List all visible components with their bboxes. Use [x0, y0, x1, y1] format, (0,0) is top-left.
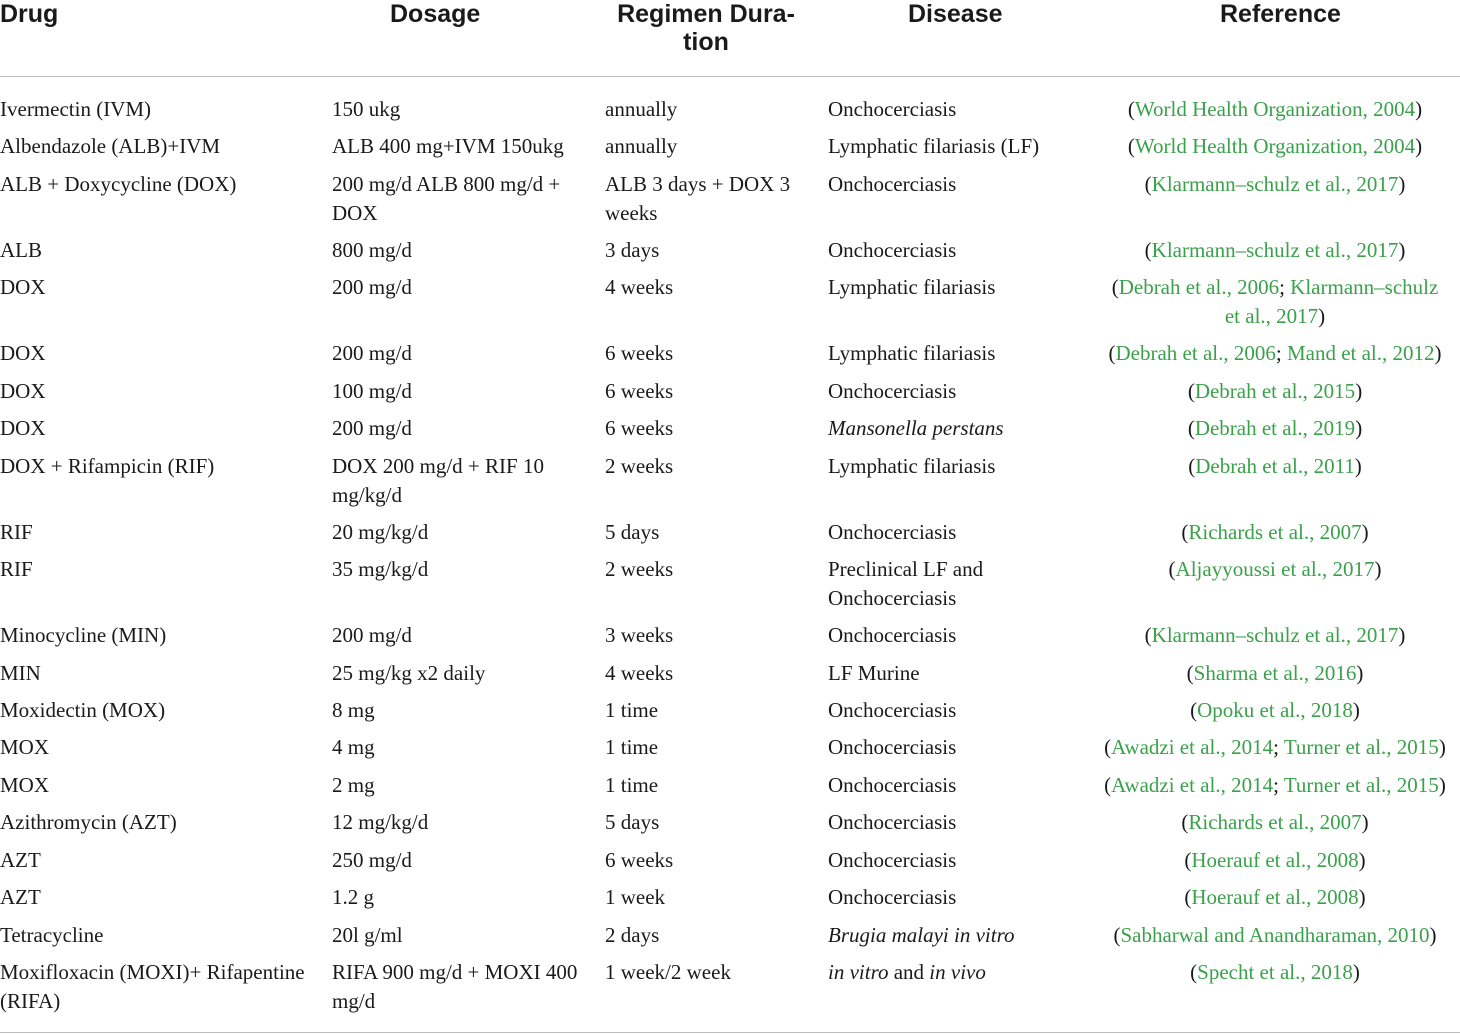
drug-line: Moxidectin (MOX) [0, 698, 166, 722]
drug-line: Ivermectin (IVM) [0, 97, 152, 121]
dosage-cell [332, 921, 403, 950]
duration-line: 2 weeks [605, 557, 674, 581]
dosage-cell [332, 696, 375, 725]
reference-link[interactable]: Richards et al., 2007 [1188, 810, 1362, 834]
reference-cell [1095, 170, 1455, 199]
disease-line: Preclinical LF and [828, 557, 984, 581]
drug-line: MIN [0, 661, 41, 685]
reference-cell [1095, 771, 1455, 800]
dosage-line: 250 mg/d [332, 848, 412, 872]
disease-cell [828, 452, 995, 481]
reference-line: (Debrah et al., 2015) [1187, 379, 1363, 403]
drug-line: AZT [0, 885, 41, 909]
reference-link[interactable]: Turner et al., 2015 [1283, 735, 1439, 759]
disease-cell [828, 273, 995, 302]
duration-line: 5 days [605, 810, 660, 834]
disease-cell [828, 846, 956, 875]
reference-line: (Specht et al., 2018) [1190, 960, 1360, 984]
duration-cell [605, 452, 673, 481]
reference-link[interactable]: Klarmann–schulz [1290, 275, 1439, 299]
drug-line: ALB + Doxycycline (DOX) [0, 172, 237, 196]
duration-cell [605, 921, 659, 950]
disease-text: in vitro [828, 960, 889, 984]
reference-separator: ; [1279, 275, 1291, 299]
disease-line: Lymphatic filariasis (LF) [828, 134, 1040, 158]
dosage-cell [332, 236, 412, 265]
disease-line: Onchocerciasis [828, 773, 957, 797]
drug-cell [0, 414, 46, 443]
duration-cell [605, 659, 673, 688]
reference-link[interactable]: Debrah et al., 2015 [1194, 379, 1356, 403]
dosage-line: ALB 400 mg+IVM 150ukg [332, 134, 564, 158]
duration-cell [605, 733, 658, 762]
duration-line: 3 days [605, 238, 660, 262]
header-drug: Drug [0, 0, 59, 28]
duration-cell [605, 621, 673, 650]
reference-cell [1095, 659, 1455, 688]
dosage-line: 2 mg [332, 773, 375, 797]
duration-cell [605, 132, 677, 161]
reference-link[interactable]: Richards et al., 2007 [1188, 520, 1362, 544]
disease-line: Onchocerciasis [828, 238, 957, 262]
dosage-cell [332, 846, 412, 875]
duration-line: 2 days [605, 923, 660, 947]
dosage-line: 1.2 g [332, 885, 374, 909]
reference-link[interactable]: Sabharwal and Anandharaman, 2010 [1120, 923, 1430, 947]
reference-link[interactable]: Hoerauf et al., 2008 [1191, 848, 1359, 872]
reference-link[interactable]: Awadzi et al., 2014 [1111, 735, 1274, 759]
header-divider [0, 76, 1460, 77]
reference-line: (Sharma et al., 2016) [1186, 661, 1364, 685]
disease-line: Onchocerciasis [828, 97, 957, 121]
drug-cell [0, 132, 220, 161]
dosage-line: 35 mg/kg/d [332, 557, 429, 581]
reference-separator: ; [1275, 341, 1287, 365]
duration-cell [605, 555, 673, 584]
disease-line: Onchocerciasis [828, 172, 957, 196]
dosage-cell [332, 883, 374, 912]
drug-cell [0, 846, 41, 875]
dosage-line: 200 mg/d ALB 800 mg/d + [332, 172, 561, 196]
drug-line: (RIFA) [0, 988, 61, 1013]
drug-cell [0, 95, 151, 124]
dosage-line: 150 ukg [332, 97, 401, 121]
reference-cell [1095, 377, 1455, 406]
disease-line: Onchocerciasis [828, 379, 957, 403]
disease-cell [828, 808, 956, 837]
disease-line: Onchocerciasis [828, 810, 957, 834]
disease-line: Onchocerciasis [828, 520, 957, 544]
drug-cell [0, 659, 41, 688]
duration-line: 3 weeks [605, 623, 674, 647]
reference-link[interactable]: et al., 2017 [1224, 303, 1319, 328]
duration-line: annually [605, 134, 678, 158]
reference-line: (Debrah et al., 2019) [1187, 416, 1363, 440]
header-disease: Disease [908, 0, 1003, 28]
table-bottom-divider [0, 1032, 1460, 1033]
disease-line: Onchocerciasis [828, 885, 957, 909]
dosage-line: RIFA 900 mg/d + MOXI 400 [332, 960, 578, 984]
header-regimen-line1: Regimen Dura- [617, 0, 795, 28]
drug-cell [0, 696, 165, 725]
dosage-cell [332, 95, 400, 124]
reference-cell [1095, 339, 1455, 368]
dosage-cell [332, 132, 564, 161]
duration-cell [605, 883, 665, 912]
duration-line: 6 weeks [605, 379, 674, 403]
disease-line: Onchocerciasis [828, 848, 957, 872]
disease-line [828, 958, 986, 987]
reference-line: (Hoerauf et al., 2008) [1184, 848, 1366, 872]
disease-line: Brugia malayi in vitro [828, 923, 1015, 947]
drug-line: Moxifloxacin (MOXI)+ Rifapentine [0, 960, 305, 984]
drug-cell [0, 808, 177, 837]
reference-line: (Awadzi et al., 2014; Turner et al., 2015) [1104, 773, 1446, 797]
reference-link[interactable]: Opoku et al., 2018 [1197, 698, 1353, 722]
reference-line: (Debrah et al., 2006; Mand et al., 2012) [1108, 341, 1442, 365]
reference-line: (Debrah et al., 2006; Klarmann–schulz [1111, 275, 1439, 299]
header-dosage: Dosage [390, 0, 481, 28]
disease-cell [828, 659, 920, 688]
reference-cell [1095, 696, 1455, 725]
duration-line: 5 days [605, 520, 660, 544]
dosage-line: 12 mg/kg/d [332, 810, 429, 834]
reference-cell [1095, 518, 1455, 547]
duration-cell [605, 771, 658, 800]
dosage-line: 100 mg/d [332, 379, 412, 403]
drug-cell [0, 883, 41, 912]
disease-cell [828, 771, 956, 800]
dosage-line: 25 mg/kg x2 daily [332, 661, 486, 685]
duration-cell [605, 236, 659, 265]
reference-cell [1095, 621, 1455, 650]
disease-cell [828, 921, 1014, 950]
duration-cell [605, 377, 673, 406]
duration-line: weeks [605, 200, 658, 225]
disease-line: Mansonella perstans [828, 416, 1004, 440]
reference-link[interactable]: Debrah et al., 2011 [1195, 454, 1355, 478]
disease-line: Lymphatic filariasis [828, 454, 996, 478]
reference-line: (Richards et al., 2007) [1181, 520, 1369, 544]
reference-cell [1095, 555, 1455, 584]
reference-link[interactable]: Specht et al., 2018 [1197, 960, 1353, 984]
drug-cell [0, 452, 214, 481]
duration-line: 6 weeks [605, 341, 674, 365]
reference-line: (World Health Organization, 2004) [1127, 134, 1423, 158]
reference-link[interactable]: Hoerauf et al., 2008 [1191, 885, 1359, 909]
drug-line: Tetracycline [0, 923, 104, 947]
reference-link[interactable]: Aljayyoussi et al., 2017 [1175, 557, 1375, 581]
duration-line: 1 time [605, 735, 659, 759]
drug-line: RIF [0, 557, 33, 581]
reference-cell [1095, 414, 1455, 443]
reference-cell [1095, 95, 1455, 124]
reference-line: (Awadzi et al., 2014; Turner et al., 2015) [1104, 735, 1446, 759]
disease-cell [828, 883, 956, 912]
dosage-cell [332, 339, 412, 368]
dosage-cell [332, 808, 428, 837]
reference-cell [1095, 452, 1455, 481]
reference-link[interactable]: Mand et al., 2012 [1286, 341, 1435, 365]
drug-cell [0, 377, 46, 406]
drug-cell [0, 733, 49, 762]
reference-link[interactable]: World Health Organization, 2004 [1134, 134, 1416, 158]
disease-text: and [888, 960, 930, 984]
disease-line: Lymphatic filariasis [828, 341, 996, 365]
disease-line: Onchocerciasis [828, 698, 957, 722]
dosage-line: mg/d [332, 988, 376, 1013]
dosage-cell [332, 414, 412, 443]
reference-cell [1095, 846, 1455, 875]
header-reference: Reference [1220, 0, 1341, 28]
disease-text: in vivo [929, 960, 986, 984]
reference-link[interactable]: World Health Organization, 2004 [1134, 97, 1416, 121]
reference-link[interactable]: Debrah et al., 2006 [1115, 341, 1276, 365]
duration-cell [605, 518, 659, 547]
dosage-cell [332, 518, 428, 547]
disease-cell [828, 958, 986, 987]
drug-line: DOX + Rifampicin (RIF) [0, 454, 215, 478]
dosage-cell [332, 733, 375, 762]
duration-cell [605, 414, 673, 443]
drug-line: DOX [0, 379, 46, 403]
disease-cell [828, 414, 1004, 443]
dosage-line: 20l g/ml [332, 923, 403, 947]
disease-cell [828, 696, 956, 725]
dosage-cell [332, 170, 560, 227]
drug-cell [0, 921, 103, 950]
disease-cell [828, 170, 956, 199]
dosage-cell [332, 621, 412, 650]
duration-line: 1 week/2 week [605, 960, 731, 984]
drug-cell [0, 621, 166, 650]
dosage-cell [332, 958, 577, 1015]
duration-line: 2 weeks [605, 454, 674, 478]
disease-line: Onchocerciasis [828, 735, 957, 759]
reference-link[interactable]: Debrah et al., 2006 [1118, 275, 1280, 299]
reference-separator: ; [1273, 773, 1284, 797]
duration-cell [605, 273, 673, 302]
reference-line: (Klarmann–schulz et al., 2017) [1144, 238, 1406, 262]
drug-line: Azithromycin (AZT) [0, 810, 177, 834]
reference-cell [1095, 883, 1455, 912]
reference-line: (Aljayyoussi et al., 2017) [1168, 557, 1382, 581]
disease-cell [828, 95, 956, 124]
disease-line: Onchocerciasis [828, 585, 957, 610]
drug-line: MOX [0, 735, 50, 759]
reference-cell [1095, 808, 1455, 837]
dosage-cell [332, 555, 428, 584]
drug-line: DOX [0, 275, 46, 299]
reference-link[interactable]: Sharma et al., 2016 [1193, 661, 1357, 685]
duration-cell [605, 339, 673, 368]
dosage-line: 200 mg/d [332, 623, 412, 647]
disease-cell [828, 621, 956, 650]
duration-line: 6 weeks [605, 416, 674, 440]
drug-cell [0, 170, 236, 199]
duration-line: 4 weeks [605, 275, 674, 299]
dosage-line: 200 mg/d [332, 275, 412, 299]
drug-cell [0, 958, 305, 1015]
dosage-cell [332, 452, 544, 509]
reference-cell [1095, 958, 1455, 987]
dosage-cell [332, 659, 485, 688]
drug-line: Minocycline (MIN) [0, 623, 167, 647]
drug-cell [0, 771, 49, 800]
reference-separator: ; [1273, 735, 1284, 759]
dosage-line: 200 mg/d [332, 416, 412, 440]
duration-cell [605, 958, 731, 987]
header-regimen-line2: tion [683, 28, 729, 56]
reference-cell [1095, 921, 1455, 950]
duration-cell [605, 696, 658, 725]
dosage-cell [332, 377, 412, 406]
disease-cell [828, 132, 1039, 161]
reference-link[interactable]: Klarmann–schulz et al., 2017 [1151, 623, 1399, 647]
drug-line: DOX [0, 416, 46, 440]
reference-line: (Richards et al., 2007) [1181, 810, 1369, 834]
reference-line: (World Health Organization, 2004) [1127, 97, 1423, 121]
duration-line: 4 weeks [605, 661, 674, 685]
reference-line: (Sabharwal and Anandharaman, 2010) [1113, 923, 1437, 947]
duration-line: 6 weeks [605, 848, 674, 872]
disease-line: Onchocerciasis [828, 623, 957, 647]
reference-cell [1095, 132, 1455, 161]
drug-cell [0, 339, 46, 368]
drug-cell [0, 273, 46, 302]
dosage-cell [332, 771, 375, 800]
disease-cell [828, 339, 995, 368]
drug-line: RIF [0, 520, 33, 544]
duration-cell [605, 846, 673, 875]
disease-cell [828, 377, 956, 406]
reference-line: (Klarmann–schulz et al., 2017) [1144, 172, 1406, 196]
duration-cell [605, 170, 790, 227]
dosage-cell [332, 273, 412, 302]
drug-cell [0, 518, 33, 547]
reference-link[interactable]: Debrah et al., 2019 [1194, 416, 1356, 440]
disease-line: Lymphatic filariasis [828, 275, 996, 299]
duration-cell [605, 808, 659, 837]
disease-cell [828, 733, 956, 762]
duration-cell [605, 95, 677, 124]
dosage-line: 8 mg [332, 698, 375, 722]
dosage-line: 200 mg/d [332, 341, 412, 365]
disease-cell [828, 236, 956, 265]
reference-link[interactable]: Klarmann–schulz et al., 2017 [1151, 172, 1399, 196]
duration-line: 1 time [605, 698, 659, 722]
duration-line: 1 time [605, 773, 659, 797]
reference-link[interactable]: Turner et al., 2015 [1283, 773, 1439, 797]
drug-line: ALB [0, 238, 42, 262]
dosage-line: DOX 200 mg/d + RIF 10 [332, 454, 544, 478]
drug-cell [0, 555, 33, 584]
reference-line: (Klarmann–schulz et al., 2017) [1144, 623, 1406, 647]
reference-line: et al., 2017) [1224, 303, 1326, 328]
dosage-line: 800 mg/d [332, 238, 412, 262]
drug-line: DOX [0, 341, 46, 365]
reference-cell [1095, 733, 1455, 762]
header-regimen-duration [600, 0, 812, 56]
drug-line: Albendazole (ALB)+IVM [0, 134, 221, 158]
dosage-line: mg/kg/d [332, 482, 403, 507]
disease-line: LF Murine [828, 661, 920, 685]
duration-line: annually [605, 97, 678, 121]
dosage-line: DOX [332, 200, 378, 225]
reference-link[interactable]: Klarmann–schulz et al., 2017 [1151, 238, 1399, 262]
disease-cell [828, 518, 956, 547]
drug-line: MOX [0, 773, 50, 797]
disease-cell [828, 555, 983, 612]
reference-cell [1095, 236, 1455, 265]
reference-line: (Hoerauf et al., 2008) [1184, 885, 1366, 909]
drug-cell [0, 236, 42, 265]
reference-line: (Opoku et al., 2018) [1190, 698, 1360, 722]
dosage-line: 20 mg/kg/d [332, 520, 429, 544]
reference-line: (Debrah et al., 2011) [1188, 454, 1362, 478]
duration-line: 1 week [605, 885, 666, 909]
reference-link[interactable]: Awadzi et al., 2014 [1111, 773, 1274, 797]
reference-cell [1095, 273, 1455, 330]
duration-line: ALB 3 days + DOX 3 [605, 172, 791, 196]
dosage-line: 4 mg [332, 735, 375, 759]
drug-line: AZT [0, 848, 41, 872]
